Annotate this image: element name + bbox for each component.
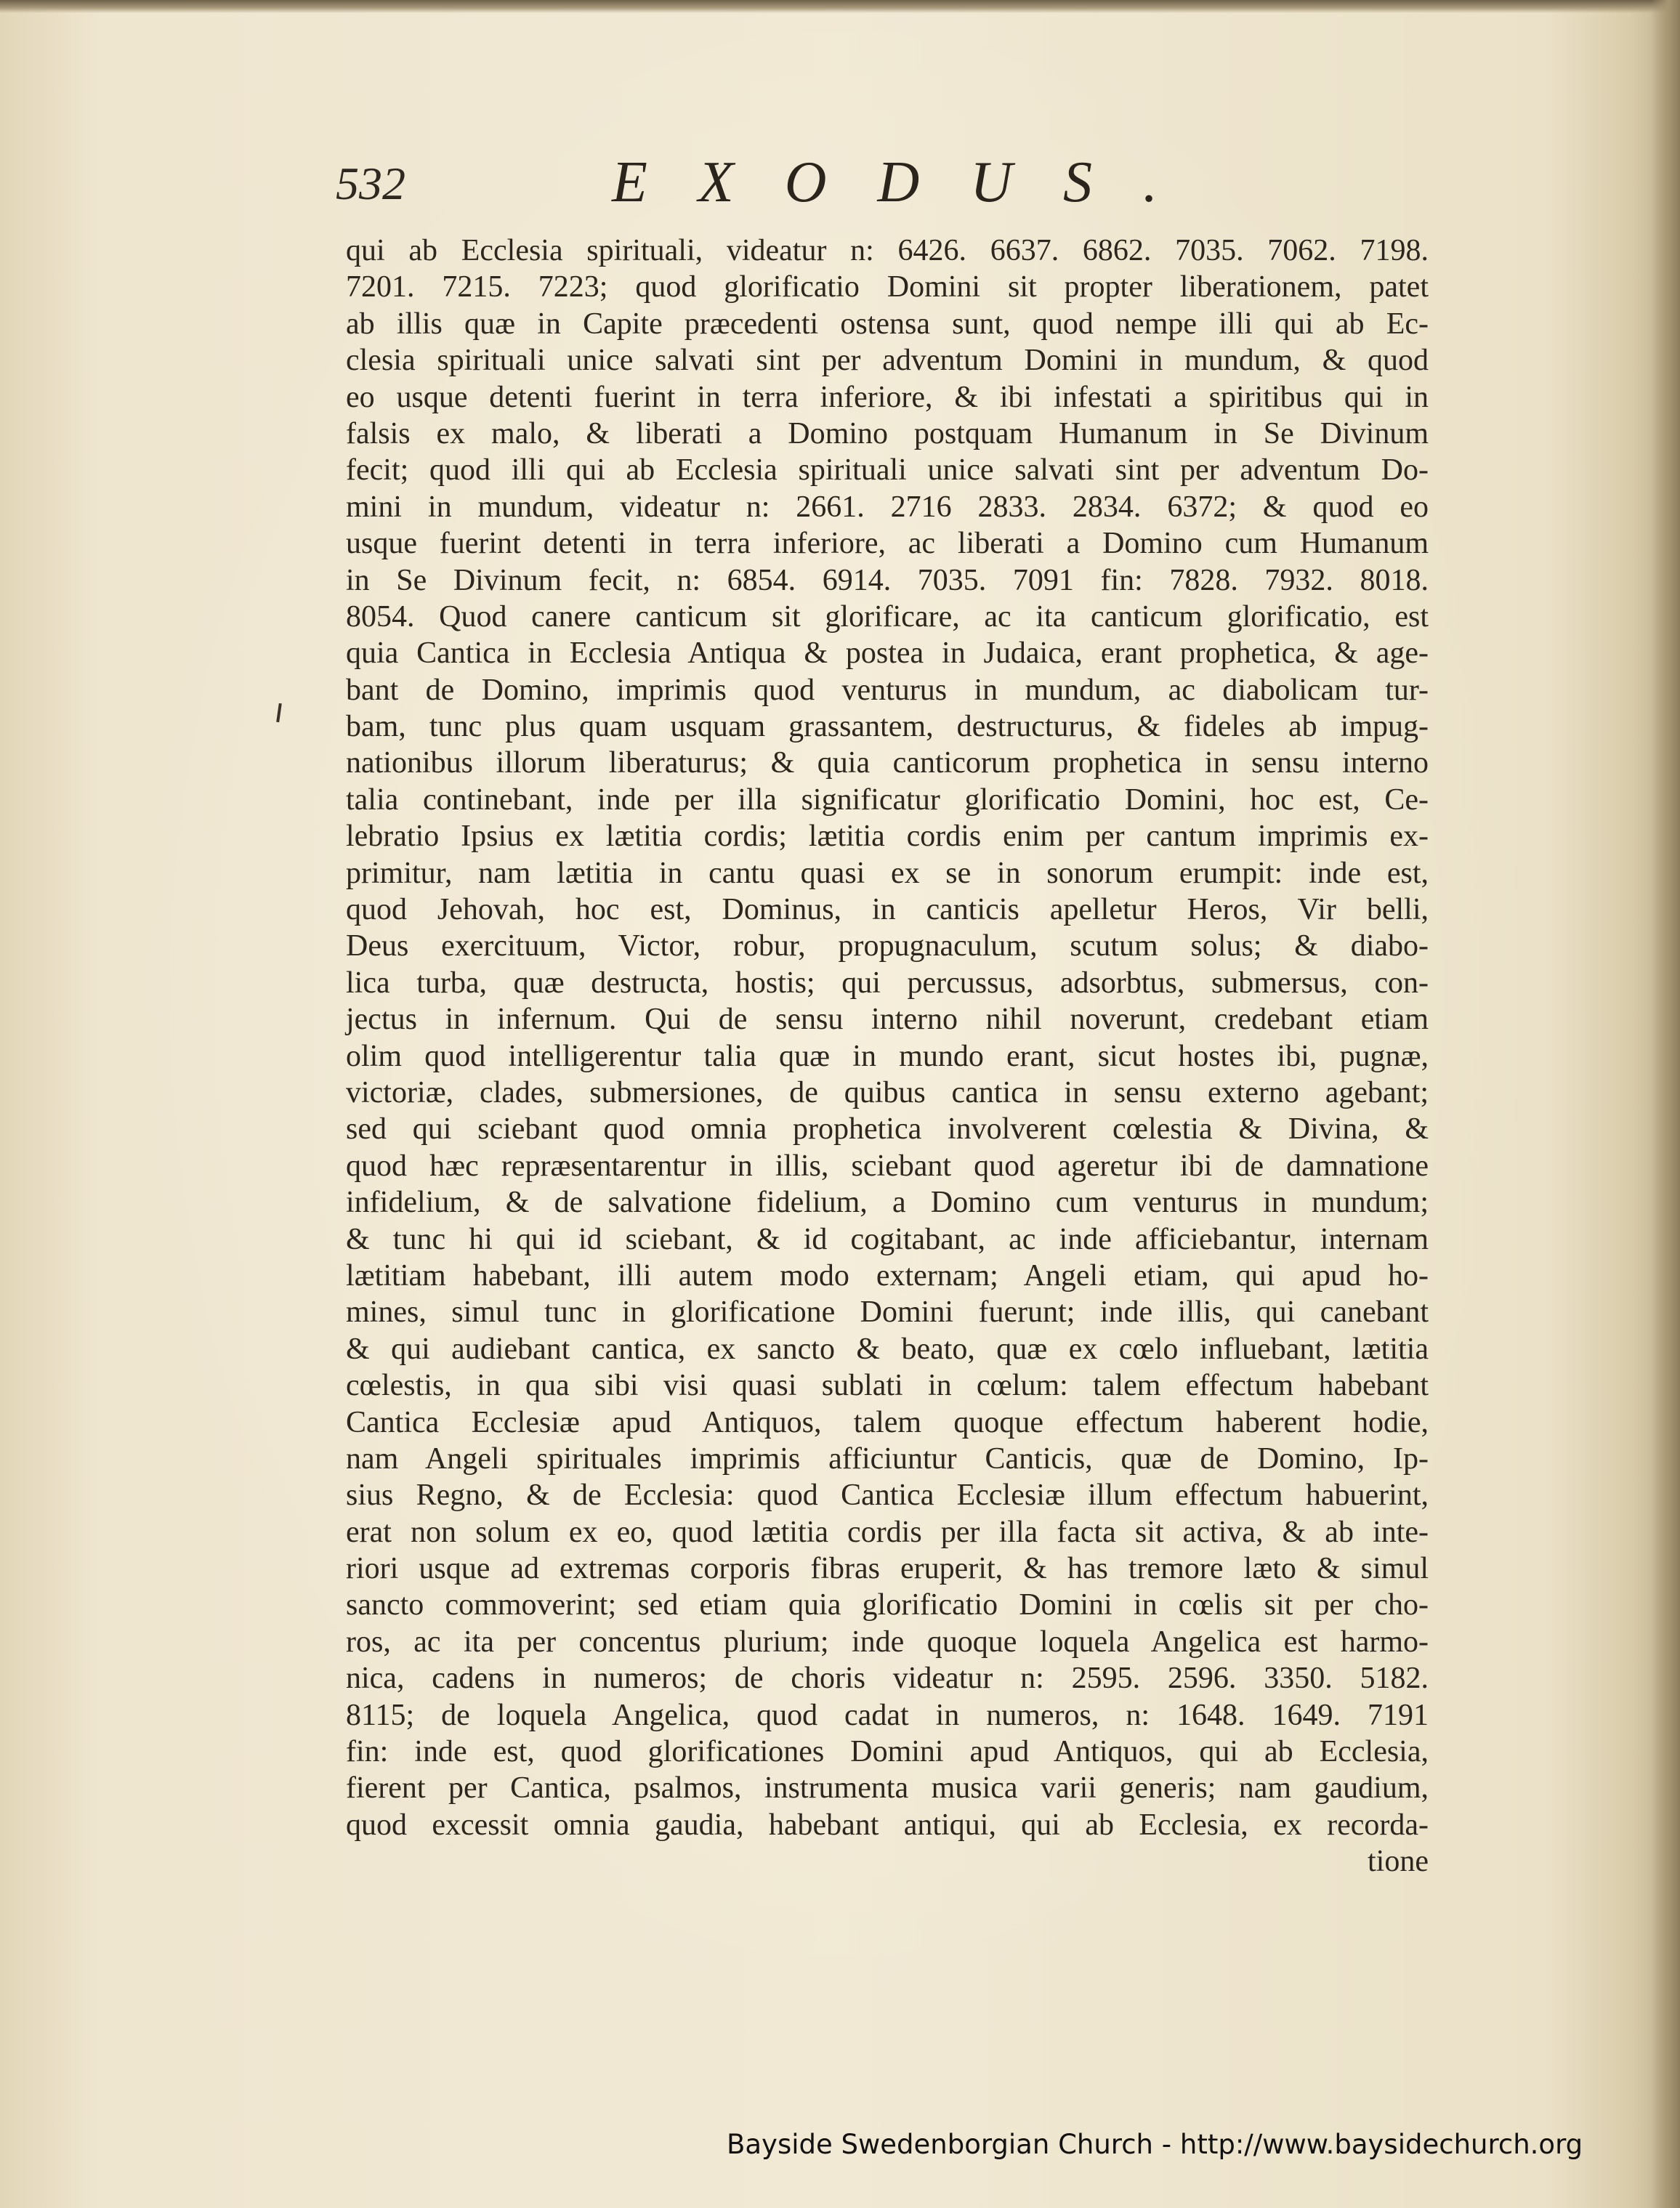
text-line: nationibus illorum liberaturus; & quia canticorum prophetica in sensu interno xyxy=(346,746,1429,780)
text-line: falsis ex malo, & liberati a Domino postquam Humanum in Se Divinum xyxy=(346,416,1429,450)
text-line: in Se Divinum fecit, n: 6854. 6914. 7035. 7091 fin: 7828. 7932. 8018. xyxy=(346,563,1429,597)
text-line: Deus exercituum, Victor, robur, propugnaculum, scutum solus; & diabo- xyxy=(346,929,1429,963)
text-line: quia Cantica in Ecclesia Antiqua & postea in Judaica, erant prophetica, & age- xyxy=(346,636,1429,671)
text-line: cœlestis, in qua sibi visi quasi sublati in cœlum: talem effectum habebant xyxy=(346,1369,1429,1403)
text-line: ros, ac ita per concentus plurium; inde quoque loquela Angelica est harmo- xyxy=(346,1625,1429,1659)
text-line: olim quod intelligerentur talia quæ in mundo erant, sicut hostes ibi, pugnæ, xyxy=(346,1039,1429,1073)
text-line: ab illis quæ in Capite præcedenti ostensa sunt, quod nempe illi qui ab Ec- xyxy=(346,307,1429,341)
text-line: Cantica Ecclesiæ apud Antiquos, talem quoque effectum haberent hodie, xyxy=(346,1405,1429,1439)
text-line: fierent per Cantica, psalmos, instrumenta musica varii generis; nam gaudium, xyxy=(346,1771,1429,1805)
text-line: sius Regno, & de Ecclesia: quod Cantica Ecclesiæ illum effectum habuerint, xyxy=(346,1479,1429,1513)
body-text xyxy=(346,232,1429,1880)
text-line: mini in mundum, videatur n: 2661. 2716 2833. 2834. 6372; & quod eo xyxy=(346,490,1429,524)
text-line: fin: inde est, quod glorificationes Domini apud Antiquos, qui ab Ecclesia, xyxy=(346,1735,1429,1769)
page-right-edge xyxy=(1651,0,1680,2208)
text-line: riori usque ad extremas corporis fibras eruperit, & has tremore læto & simul xyxy=(346,1552,1429,1586)
text-line: clesia spirituali unice salvati sint per adventum Domini in mundum, & quod xyxy=(346,344,1429,378)
page-header xyxy=(336,150,1229,219)
text-line: 8115; de loquela Angelica, quod cadat in numeros, n: 1648. 1649. 7191 xyxy=(346,1698,1429,1732)
text-line: victoriæ, clades, submersiones, de quibus cantica in sensu externo agebant; xyxy=(346,1075,1429,1109)
text-line: & tunc hi qui id sciebant, & id cogitabant, ac inde afficiebantur, internam xyxy=(346,1222,1429,1256)
text-line: 7201. 7215. 7223; quod glorificatio Domini sit propter liberationem, patet xyxy=(346,270,1429,304)
text-line: quod hæc repræsentarentur in illis, sciebant quod ageretur ibi de damnatione xyxy=(346,1149,1429,1183)
text-line: sed qui sciebant quod omnia prophetica involverent cœlestia & Divina, & xyxy=(346,1112,1429,1147)
text-line: infidelium, & de salvatione fidelium, a Domino cum venturus in mundum; xyxy=(346,1186,1429,1220)
text-line: usque fuerint detenti in terra inferiore, ac liberati a Domino cum Humanum xyxy=(346,527,1429,561)
text-line: nam Angeli spirituales imprimis afficiuntur Canticis, quæ de Domino, Ip- xyxy=(346,1441,1429,1476)
page-number: 532 xyxy=(336,158,405,209)
text-line: tione xyxy=(1368,1845,1429,1879)
text-line: lætitiam habebant, illi autem modo externam; Angeli etiam, qui apud ho- xyxy=(346,1258,1429,1293)
text-line: bant de Domino, imprimis quod venturus in mundum, ac diabolicam tur- xyxy=(346,673,1429,707)
page-top-shadow xyxy=(0,0,1680,13)
text-line: fecit; quod illi qui ab Ecclesia spirituali unice salvati sint per adventum Do- xyxy=(346,453,1429,488)
text-line: primitur, nam lætitia in cantu quasi ex se in sonorum erumpit: inde est, xyxy=(346,856,1429,890)
text-line: bam, tunc plus quam usquam grassantem, destructurus, & fideles ab impug- xyxy=(346,710,1429,744)
text-line: mines, simul tunc in glorificatione Domini fuerunt; inde illis, qui canebant xyxy=(346,1295,1429,1330)
text-line: 8054. Quod canere canticum sit glorificare, ac ita canticum glorificatio, est xyxy=(346,599,1429,634)
text-line: erat non solum ex eo, quod lætitia cordis per illa facta sit activa, & ab inte- xyxy=(346,1515,1429,1549)
text-line: lica turba, quæ destructa, hostis; qui percussus, adsorbtus, submersus, con- xyxy=(346,966,1429,1000)
text-line: quod excessit omnia gaudia, habebant antiqui, qui ab Ecclesia, ex recorda- xyxy=(346,1808,1429,1842)
text-line: lebratio Ipsius ex lætitia cordis; lætitia cordis enim per cantum imprimis ex- xyxy=(346,820,1429,854)
text-line: quod Jehovah, hoc est, Dominus, in canticis apelletur Heros, Vir belli, xyxy=(346,893,1429,927)
text-line: & qui audiebant cantica, ex sancto & beato, quæ ex cœlo influebant, lætitia xyxy=(346,1332,1429,1366)
text-line: talia continebant, inde per illa significatur glorificatio Domini, hoc est, Ce- xyxy=(346,782,1429,817)
text-line: qui ab Ecclesia spirituali, videatur n: 6426. 6637. 6862. 7035. 7062. 7198. xyxy=(346,234,1429,267)
text-line: jectus in infernum. Qui de sensu interno nihil noverunt, credebant etiam xyxy=(346,1003,1429,1037)
running-title: EXODUS. xyxy=(612,150,1209,214)
margin-mark xyxy=(276,703,282,722)
text-line: eo usque detenti fuerint in terra inferiore, & ibi infestati a spiritibus qui in xyxy=(346,380,1429,414)
text-line: sancto commoverint; sed etiam quia glorificatio Domini in cœlis sit per cho- xyxy=(346,1588,1429,1622)
text-line: nica, cadens in numeros; de choris videatur n: 2595. 2596. 3350. 5182. xyxy=(346,1662,1429,1696)
watermark: Bayside Swedenborgian Church - http://www.baysidechurch.org xyxy=(727,2129,1583,2160)
